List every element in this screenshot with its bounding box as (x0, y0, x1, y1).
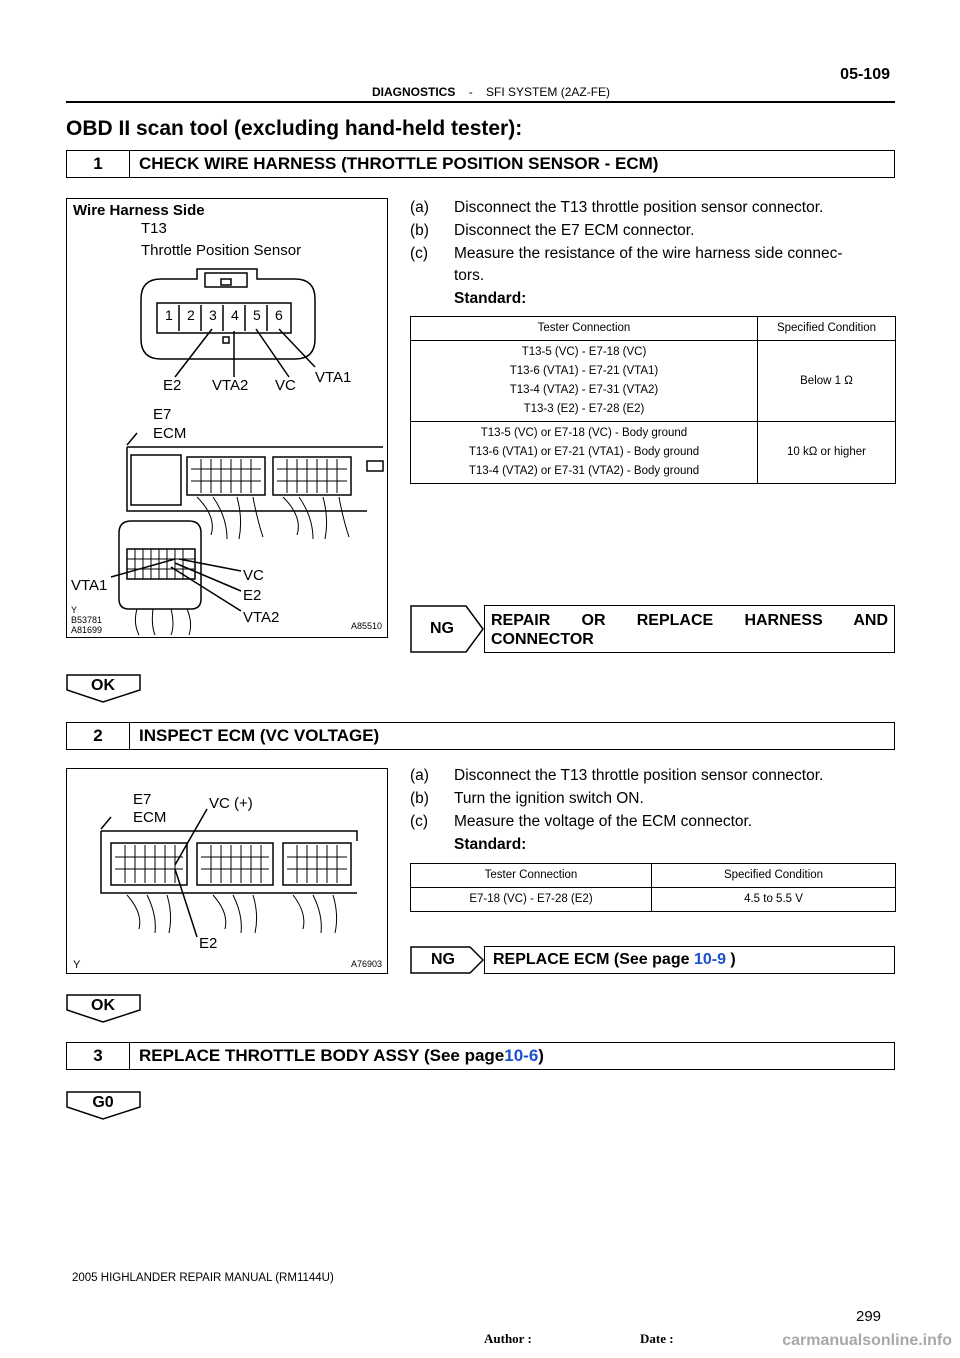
pin-4: 4 (231, 307, 239, 323)
table-header-row (411, 864, 896, 888)
step-3-header (66, 1042, 895, 1070)
pin-3: 3 (209, 307, 217, 323)
table-cell: Below 1 Ω (758, 341, 896, 422)
running-header (372, 85, 610, 99)
wire-harness-figure (66, 198, 388, 638)
pin-2: 2 (187, 307, 195, 323)
bottom-vta2-label: VTA2 (243, 609, 280, 626)
table-header: Specified Condition (652, 864, 896, 888)
subsystem-name: SFI SYSTEM (2AZ-FE) (486, 85, 611, 99)
date-field: Date : (640, 1331, 674, 1346)
vta2-label: VTA2 (212, 377, 249, 394)
table-header: Tester Connection (411, 864, 652, 888)
table-header: Tester Connection (411, 317, 758, 341)
e7-label: E7 (153, 406, 172, 423)
standard-label: Standard: (454, 836, 527, 853)
step-number: 2 (67, 723, 130, 749)
vc-plus-label: VC (+) (209, 795, 253, 812)
figure-id: A76903 (351, 959, 383, 969)
ng-result-tag (410, 946, 484, 974)
vc-label: VC (275, 377, 296, 394)
figure-code-y: Y (73, 959, 81, 971)
ok-label: OK (91, 677, 115, 694)
figure-code-b: B53781 (71, 615, 103, 625)
table-cell: T13-5 (VC) - E7-18 (VC) T13-6 (VTA1) - E7-21 (VTA1) T13-4 (VTA2) - E7-31 (VTA2) T13-3 (E2) - E7-28 (E2) (411, 341, 758, 422)
bottom-e2-label: E2 (243, 587, 262, 604)
pin-6: 6 (275, 307, 283, 323)
bottom-vta1-label: VTA1 (71, 577, 108, 594)
header-rule (66, 101, 895, 103)
e2-label: E2 (163, 377, 182, 394)
folio-number: 299 (856, 1308, 882, 1325)
step-number: 1 (67, 151, 130, 177)
ng-action-line1: REPAIR OR REPLACE HARNESS AND (491, 612, 888, 629)
ng-result-tag (410, 605, 484, 653)
g0-result-tag (66, 1091, 140, 1117)
manual-footer: 2005 HIGHLANDER REPAIR MANUAL (RM1144U) (72, 1272, 334, 1284)
ng-action-line2: CONNECTOR (491, 631, 594, 648)
connector-diagram (67, 199, 387, 637)
ecm-label: ECM (133, 809, 167, 826)
pin-1: 1 (165, 307, 173, 323)
bottom-vc-label: VC (243, 567, 264, 584)
ecm-label: ECM (153, 425, 187, 442)
ok-result-tag (66, 674, 140, 700)
figure-code-y: Y (71, 605, 78, 615)
ok-label: OK (91, 997, 115, 1014)
figure-code-a: A81699 (71, 625, 103, 635)
resistance-spec-table (410, 316, 896, 484)
sensor-label: Throttle Position Sensor (141, 242, 302, 259)
pin-5: 5 (253, 307, 261, 323)
procedure-title: OBD II scan tool (excluding hand-held tester): (66, 117, 523, 140)
ng-label: NG (431, 951, 455, 968)
ecm-connector-figure (66, 768, 388, 974)
ng-action-box (484, 946, 895, 974)
step-2-header (66, 722, 895, 750)
e7-label: E7 (133, 791, 152, 808)
table-row (411, 341, 896, 422)
step-1-header (66, 150, 895, 178)
author-field: Author : (484, 1331, 532, 1346)
page-link[interactable]: 10-6 (504, 1046, 539, 1065)
figure-id: A85510 (351, 621, 383, 631)
ng-action-text: REPLACE ECM (See page 10-9 ) (493, 951, 736, 968)
section-name: DIAGNOSTICS (372, 85, 456, 99)
t13-label: T13 (141, 220, 167, 237)
e2-label: E2 (199, 935, 218, 952)
ng-label: NG (430, 620, 454, 637)
table-row (411, 888, 896, 912)
watermark: carmanualsonline.info (782, 1332, 952, 1349)
header-dash: - (468, 85, 473, 99)
page-number: 05-109 (840, 66, 890, 83)
table-cell: 4.5 to 5.5 V (652, 888, 896, 912)
table-header: Specified Condition (758, 317, 896, 341)
table-cell: 10 kΩ or higher (758, 422, 896, 484)
step-title: REPLACE THROTTLE BODY ASSY (See page 10-6 ) (139, 1046, 544, 1065)
page-link[interactable]: 10-9 (693, 951, 726, 968)
table-row (411, 422, 896, 484)
figure-title: Wire Harness Side (73, 202, 205, 219)
table-header-row (411, 317, 896, 341)
ok-result-tag (66, 994, 140, 1020)
step-number: 3 (67, 1043, 130, 1069)
g0-label: G0 (92, 1094, 114, 1111)
table-cell: T13-5 (VC) or E7-18 (VC) - Body ground T13-6 (VTA1) or E7-21 (VTA1) - Body ground T13-4 (VTA2) or E7-31 (VTA2) - Body ground (411, 422, 758, 484)
step-title: CHECK WIRE HARNESS (THROTTLE POSITION SENSOR - ECM) (139, 154, 659, 173)
vta1-label: VTA1 (315, 369, 352, 386)
voltage-spec-table (410, 863, 896, 912)
ng-action-box (484, 605, 895, 653)
table-cell: E7-18 (VC) - E7-28 (E2) (411, 888, 652, 912)
step-title: INSPECT ECM (VC VOLTAGE) (139, 726, 380, 745)
standard-label: Standard: (454, 290, 527, 307)
